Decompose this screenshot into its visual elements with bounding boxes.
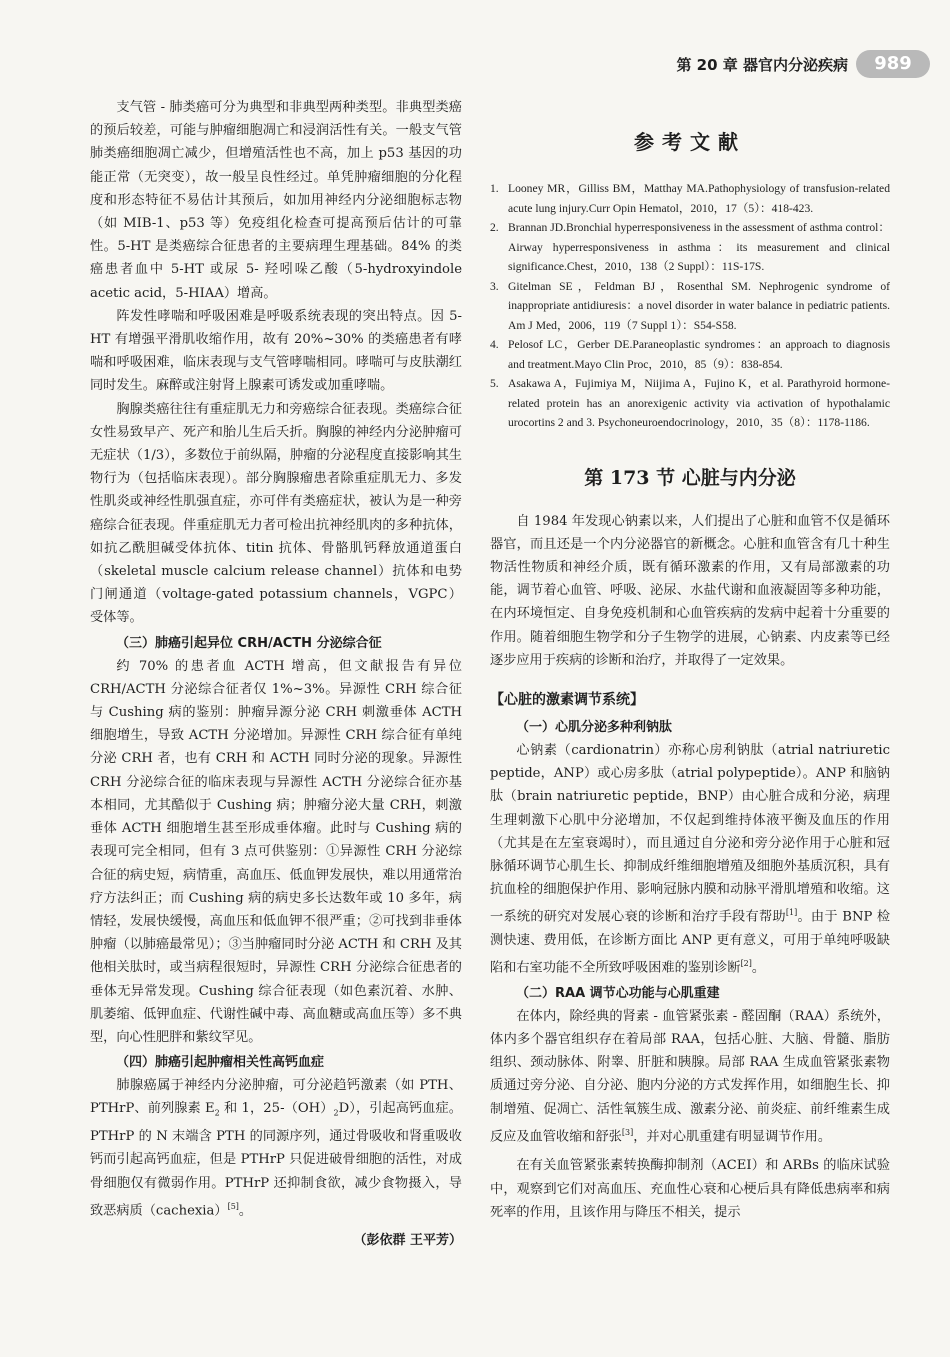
paragraph: 约 70% 的患者血 ACTH 增高，但文献报告有异位 CRH/ACTH 分泌综合征者仅 1%~3%。异源性 CRH 综合征与 Cushing 病的鉴别：肿瘤异源分泌 CRH 刺激垂体 ACTH 细胞增生，导致 ACTH 分泌增加。异源性 CRH 综合征有单纯分泌 CRH 者，也有 CRH 和 ACTH 同时分泌的现象。异源性 CRH 分泌综合征的临床表现与异源性 ACTH 分泌综合征亦基本相同，尤其酷似于 Cushing 病；肿瘤分泌大量 CRH，刺激垂体 ACTH 细胞增生甚至形成垂体瘤。此时与 Cushing 病的表现可完全相同，但有 3 点可供鉴别：①异源性 CRH 分泌综合征的病史短，病情重，高血压、低血钾发展快，难以用通常治疗方法纠正；而 Cushing 病的病史多长达数年或 10 多年，病情轻，发展快缓慢，高血压和低血钾不很严重；②可找到非垂体肿瘤（以肺癌最常见）；③当肿瘤同时分泌 ACTH 和 CRH 及其他相关肽时，或当病程很短时，异源性 CRH 分泌综合征患者的垂体无异常发现。Cushing 综合征表现（如色素沉着、水肿、肌萎缩、低钾血症、代谢性碱中毒、高血糖或高血压等）多不典型，向心性肥胖和紫纹罕见。 (90, 658, 462, 1045)
page-number-badge: 989 (856, 50, 930, 78)
reference-item: 1. Looney MR，Gilliss BM，Matthay MA.Pathophysiology of transfusion-related acute lung injury.Curr Opin Hematol，2010，17（5）：418-423. (490, 182, 890, 215)
reference-item: 3. Gitelman SE，Feldman BJ，Rosenthal SM. Nephrogenic syndrome of inappropriate antidiuresis：a novel disorder in water balance in pediatric patients. Am J Med，2006，119（7 Suppl 1）：S54-S58. (490, 279, 890, 332)
paragraph: 阵发性哮喘和呼吸困难是呼吸系统表现的突出特点。因 5-HT 有增强平滑肌收缩作用，故有 20%~30% 的类癌患者有哮喘和呼吸困难，临床表现与支气管哮喘相同。哮喘可与皮肤潮红同时发生。麻醉或注射肾上腺素可诱发或加重哮喘。 (90, 308, 462, 394)
right-column (490, 96, 890, 1224)
author-signature: （彭依群 王平芳） (353, 1233, 462, 1249)
page-header (620, 50, 930, 80)
citation[interactable]: [3] (621, 1127, 634, 1137)
subsection-heading: （四）肺癌引起肿瘤相关性高钙血症 (116, 1055, 325, 1071)
reference-item: 5. Asakawa A，Fujimiya M，Niijima A，Fujino K，et al. Parathyroid hormone-related protein has an anorexigenic activity via activation of hypothalamic urocortins 2 and 3. Psychoneuroendocrinology，2010，35（8）：1178-1186. (490, 377, 890, 429)
reference-item: 2. Brannan JD.Bronchial hyperresponsiveness in the assessment of asthma control：Airway hyperresponsiveness in asthma：its measurement and clinical significance.Chest，2010，138（2 Suppl）：11S-17S. (490, 221, 890, 273)
references-title: 参考文献 (634, 130, 746, 154)
paragraph: 支气管 - 肺类癌可分为典型和非典型两种类型。非典型类癌的预后较差，可能与肿瘤细胞凋亡和浸润活性有关。一般支气管肺类癌细胞凋亡减少，但增殖活性也不高，加上 p53 基因的功能正常（无突变），故一般呈良性经过。单凭肿瘤细胞的分化程度和形态特征不易估计其预后，如加用神经内分泌细胞标志物（如 MIB-1、p53 等）免疫组化检查可提高预后估计的可靠性。5-HT 是类癌综合征患者的主要病理生理基础。84% 的类癌患者血中 5-HT 或尿 5- 羟吲哚乙酸（5-hydroxyindole acetic acid，5-HIAA）增高。 (90, 100, 462, 301)
paragraph: 自 1984 年发现心钠素以来，人们提出了心脏和血管不仅是循环器官，而且还是一个内分泌器官的新概念。心脏和血管含有几十种生物活性物质和神经介质，既有循环激素的作用，又有局部激素的功能，调节着心血管、呼吸、泌尿、水盐代谢和血液凝固等多种功能，在内环境恒定、自身免疫机制和心血管疾病的发病中起着十分重要的作用。随着细胞生物学和分子生物学的进展，心钠素、内皮素等已经逐步应用于疾病的诊断和治疗，并取得了一定效果。 (490, 513, 890, 668)
reference-item: 4. Pelosof LC，Gerber DE.Paraneoplastic syndromes：an approach to diagnosis and treatment.Mayo Clin Proc，2010，85（9）：838-854. (490, 338, 890, 371)
citation[interactable]: [2] (740, 959, 752, 969)
subsection-heading: （二）RAA 调节心功能与心肌重建 (516, 985, 720, 1001)
chapter-title: 第 20 章 器官内分泌疾病 (676, 56, 848, 74)
bracket-heading: 【心脏的激素调节系统】 (490, 691, 644, 708)
citation[interactable]: [5] (227, 1201, 239, 1211)
subsection-heading: （一）心肌分泌多种利钠肽 (516, 719, 673, 735)
paragraph: 在有关血管紧张素转换酶抑制剂（ACEI）和 ARBs 的临床试验中，观察到它们对高血压、充血性心衰和心梗后具有降低患病率和病死率的作用，且该作用与降压不相关，提示 (490, 1158, 890, 1220)
paragraph: 肺腺癌属于神经内分泌肿瘤，可分泌趋钙激素（如 PTH、PTHrP、前列腺素 $E_2$ 和 1，$25-(OH)_2D$），引起高钙血症。PTHrP 的 N 末端含 PTH 的同源序列，通过骨吸收和肾重吸收钙而引起高钙血症，但是 PTHrP 只促进破骨细胞的活性，对成骨细胞仅有微弱作用。PTHrP 还抑制食欲，减少食物摄入，导致恶病质（cachexia）[5]。 (90, 1078, 462, 1219)
subsection-heading: （三）肺癌引起异位 CRH/ACTH 分泌综合征 (116, 635, 382, 651)
reference-list (490, 179, 890, 433)
left-column (90, 96, 462, 1254)
section-title: 第 173 节 心脏与内分泌 (584, 466, 796, 489)
citation[interactable]: [1] (785, 908, 798, 918)
paragraph: 在体内，除经典的肾素 - 血管紧张素 - 醛固酮（RAA）系统外，体内多个器官组织存在着局部 RAA，包括心脏、大脑、骨髓、脂肪组织、颈动脉体、附睾、肝脏和胰腺。局部 RAA 生成血管紧张素物质通过旁分泌、自分泌、胞内分泌的方式发挥作用，如细胞生长、抑制增殖、促凋亡、活性氧簇生成、激素分泌、前炎症、前纤维素生成反应及血管收缩和舒张[3]，并对心肌重建有明显调节作用。 (490, 1008, 890, 1145)
paragraph: 心钠素（cardionatrin）亦称心房利钠肽（atrial natriuretic peptide，ANP）或心房多肽（atrial polypeptide）。ANP 和脑钠肽（brain natriuretic peptide，BNP）由心脏合成和分泌，病理生理刺激下心肌中分泌增加，不仅起到维持体液平衡及血压的作用（尤其是在左室衰竭时），而且通过自分泌和旁分泌作用于心脏和冠脉循环调节心肌生长、抑制成纤维细胞增殖及细胞外基质沉积，具有抗血栓的细胞保护作用、影响冠脉内膜和动脉平滑肌增殖和收缩。这一系统的研究对发展心衰的诊断和治疗手段有帮助[1]。由于 BNP 检测快速、费用低，在诊断方面比 ANP 更有意义，可用于单纯呼吸缺陷和右室功能不全所致呼吸困难的鉴别诊断[2]。 (490, 742, 891, 976)
paragraph: 胸腺类癌往往有重症肌无力和旁癌综合征表现。类癌综合征女性易致早产、死产和胎儿生后夭折。胸腺的神经内分泌肿瘤可无症状（1/3），多数位于前纵隔，肿瘤的分泌程度直接影响其生物行为（包括临床表现）。部分胸腺瘤患者除重症肌无力、多发性肌炎或神经性肌强直症，亦可伴有类癌症状，被认为是一种旁癌综合征表现。伴重症肌无力者可检出抗神经肌肉的多种抗体，如抗乙酰胆碱受体抗体、titin 抗体、骨骼肌钙释放通道蛋白（skeletal muscle calcium release channel）抗体和电势门闸通道（voltage-gated potassium channels，VGPC）受体等。 (90, 401, 462, 626)
